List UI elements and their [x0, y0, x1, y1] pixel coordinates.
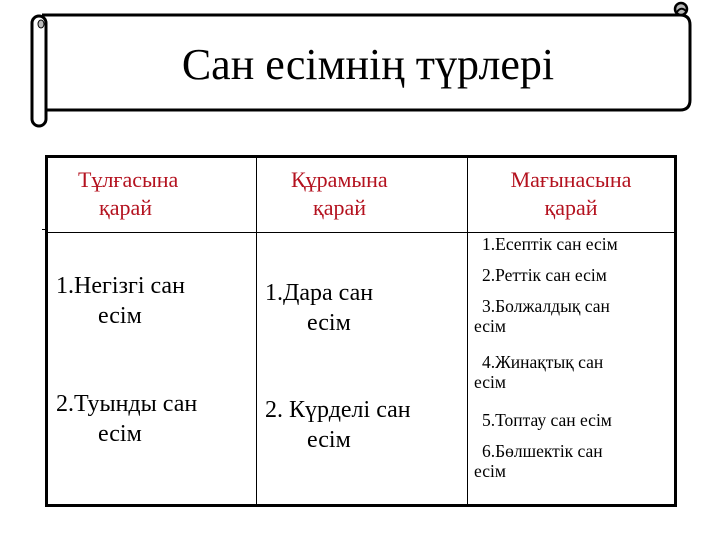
numeral-types-table — [45, 155, 677, 507]
list-item — [474, 441, 603, 481]
item-line: есім — [98, 303, 142, 329]
item-line: 3.Болжалдық сан — [482, 296, 610, 316]
column-header — [48, 166, 256, 222]
item-line: 2.Реттік сан есім — [482, 265, 607, 285]
item-line: есім — [474, 461, 506, 481]
item-line: есім — [307, 310, 351, 336]
column-header — [468, 166, 674, 222]
page-title: Сан есімнің түрлері — [181, 40, 555, 89]
list-item — [474, 265, 607, 285]
list-item — [265, 395, 411, 455]
list-item — [474, 296, 610, 336]
item-line: 2. Күрделі сан — [265, 397, 411, 423]
column-by-meaning — [467, 158, 674, 504]
item-line: есім — [474, 316, 506, 336]
header-line: Құрамына — [291, 167, 388, 192]
title-scroll-banner — [0, 0, 720, 140]
item-line: есім — [474, 372, 506, 392]
item-line: 1.Дара сан — [265, 280, 374, 306]
header-line: Тұлғасына — [78, 167, 179, 192]
list-item — [56, 389, 197, 449]
item-line: есім — [98, 421, 142, 447]
item-line: 1.Негізгі сан — [56, 273, 185, 299]
item-line: 2.Туынды сан — [56, 391, 198, 417]
list-item — [265, 278, 373, 338]
item-line: есім — [307, 427, 351, 453]
item-line: 4.Жинақтық сан — [482, 352, 604, 372]
item-line: 1.Есептік сан есім — [482, 234, 618, 254]
column-by-composition — [256, 158, 468, 504]
item-line: 5.Топтау сан есім — [482, 410, 612, 430]
list-item — [474, 410, 612, 430]
header-line: қарай — [544, 195, 598, 220]
header-line: қарай — [99, 195, 152, 220]
column-header — [257, 166, 468, 222]
item-line: 6.Бөлшектік сан — [482, 441, 603, 461]
list-item — [474, 352, 603, 392]
header-line: қарай — [313, 195, 366, 220]
column-by-form — [48, 158, 256, 504]
list-item — [56, 271, 185, 331]
list-item — [474, 234, 618, 254]
header-line: Мағынасына — [510, 167, 632, 192]
